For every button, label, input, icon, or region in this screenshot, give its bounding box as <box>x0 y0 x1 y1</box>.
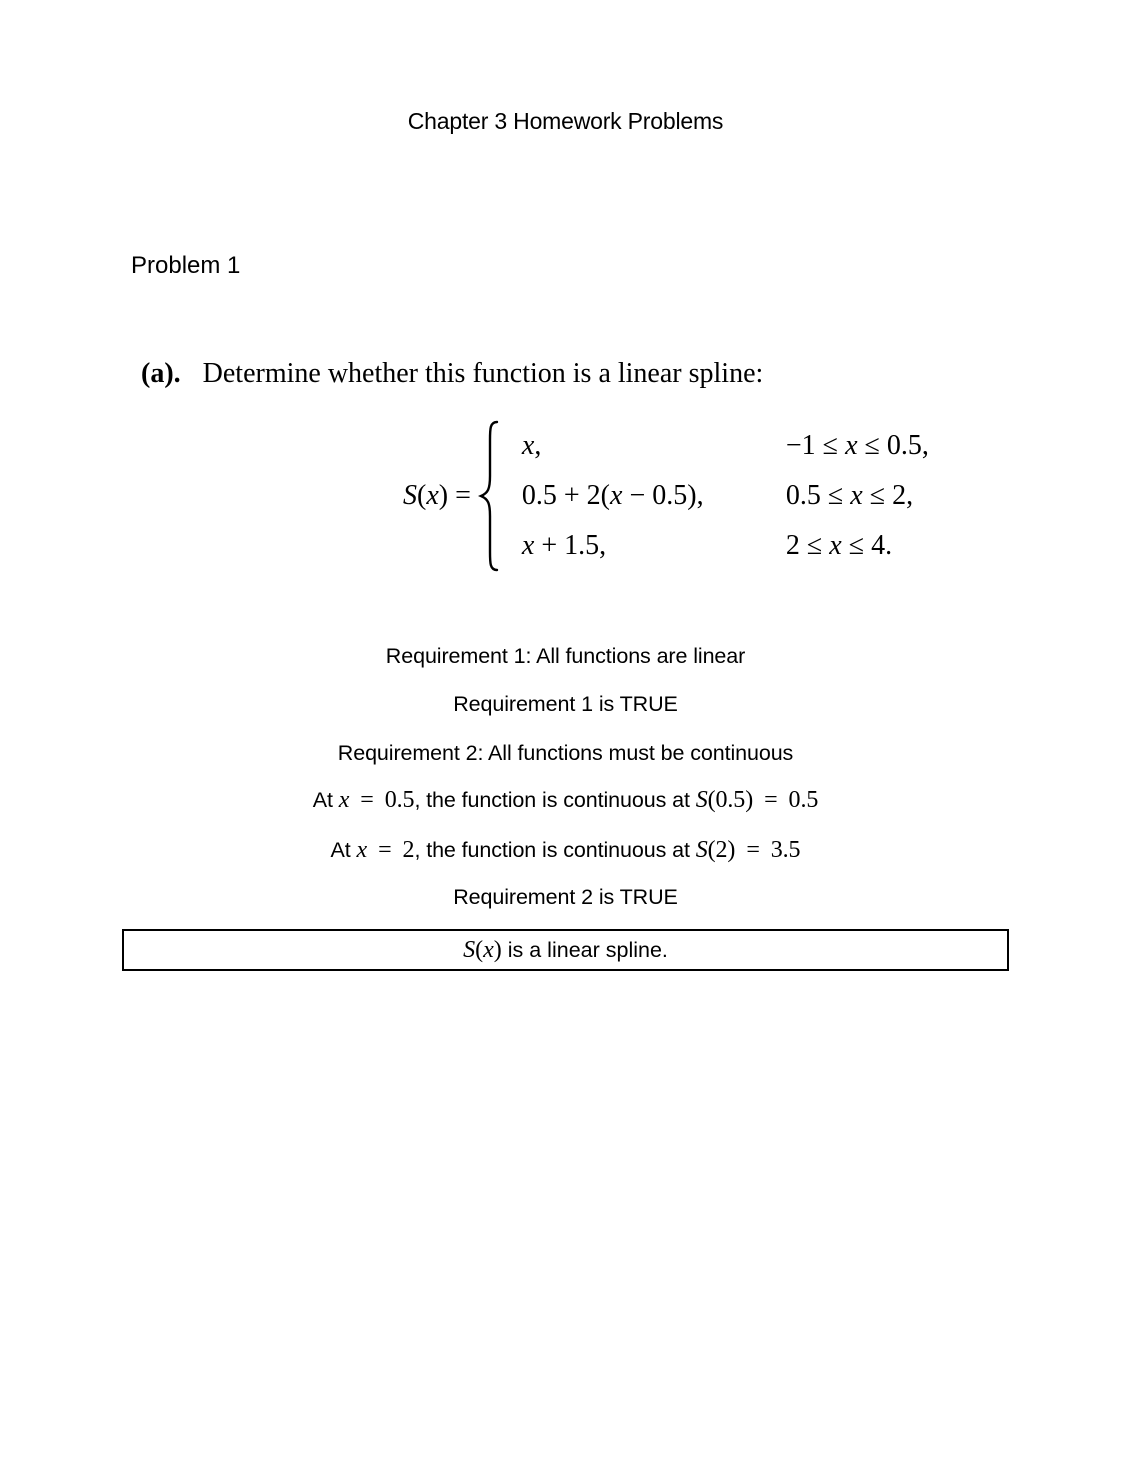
equation-cond-2: 0.5 ≤ x ≤ 2, <box>785 480 914 511</box>
check2-equals: = <box>378 837 392 863</box>
check2-variable: x <box>356 837 368 863</box>
equation-conditions <box>786 421 929 571</box>
check1-variable: x <box>338 787 350 813</box>
part-a-label: (a). <box>141 358 181 389</box>
equation-lhs: S(x) = <box>403 480 471 511</box>
conclusion-text: is a linear spline. <box>507 938 668 962</box>
equation-expr-2: 0.5 + 2(x − 0.5), <box>521 480 704 511</box>
left-brace-icon <box>478 420 500 572</box>
equation-cond-1: −1 ≤ x ≤ 0.5, <box>785 430 929 461</box>
check1-function: S(0.5) <box>695 787 754 813</box>
check2-equals-2: = <box>746 837 760 863</box>
piecewise-equation <box>403 420 929 572</box>
continuity-check-1 <box>0 787 1131 814</box>
part-a-line <box>141 358 763 390</box>
conclusion-box <box>122 929 1009 971</box>
problem-heading: Problem 1 <box>131 252 241 279</box>
check1-value: 0.5 <box>384 787 415 813</box>
check1-text: , the function is continuous at <box>414 788 690 812</box>
check2-result: 3.5 <box>770 837 801 863</box>
check1-prefix: At <box>312 788 333 812</box>
requirement-1-verdict: Requirement 1 is TRUE <box>453 692 678 716</box>
equation-expressions <box>522 421 762 571</box>
check2-function: S(2) <box>695 837 736 863</box>
continuity-check-2 <box>0 837 1131 864</box>
check2-prefix: At <box>330 838 351 862</box>
check1-equals-2: = <box>764 787 778 813</box>
check2-value: 2 <box>402 837 415 863</box>
check1-equals: = <box>360 787 374 813</box>
requirement-1-statement: Requirement 1: All functions are linear <box>385 644 746 668</box>
conclusion-function: S(x) <box>463 937 502 963</box>
check2-text: , the function is continuous at <box>414 838 690 862</box>
equation-expr-3: x + 1.5, <box>521 530 607 561</box>
equation-expr-1: x, <box>521 430 542 461</box>
equation-cond-3: 2 ≤ x ≤ 4. <box>785 530 893 561</box>
check1-result: 0.5 <box>788 787 819 813</box>
document-title: Chapter 3 Homework Problems <box>407 108 724 134</box>
part-a-prompt: Determine whether this function is a linear spline: <box>202 358 764 389</box>
requirement-2-statement: Requirement 2: All functions must be continuous <box>337 741 794 765</box>
requirement-2-verdict: Requirement 2 is TRUE <box>453 885 678 909</box>
